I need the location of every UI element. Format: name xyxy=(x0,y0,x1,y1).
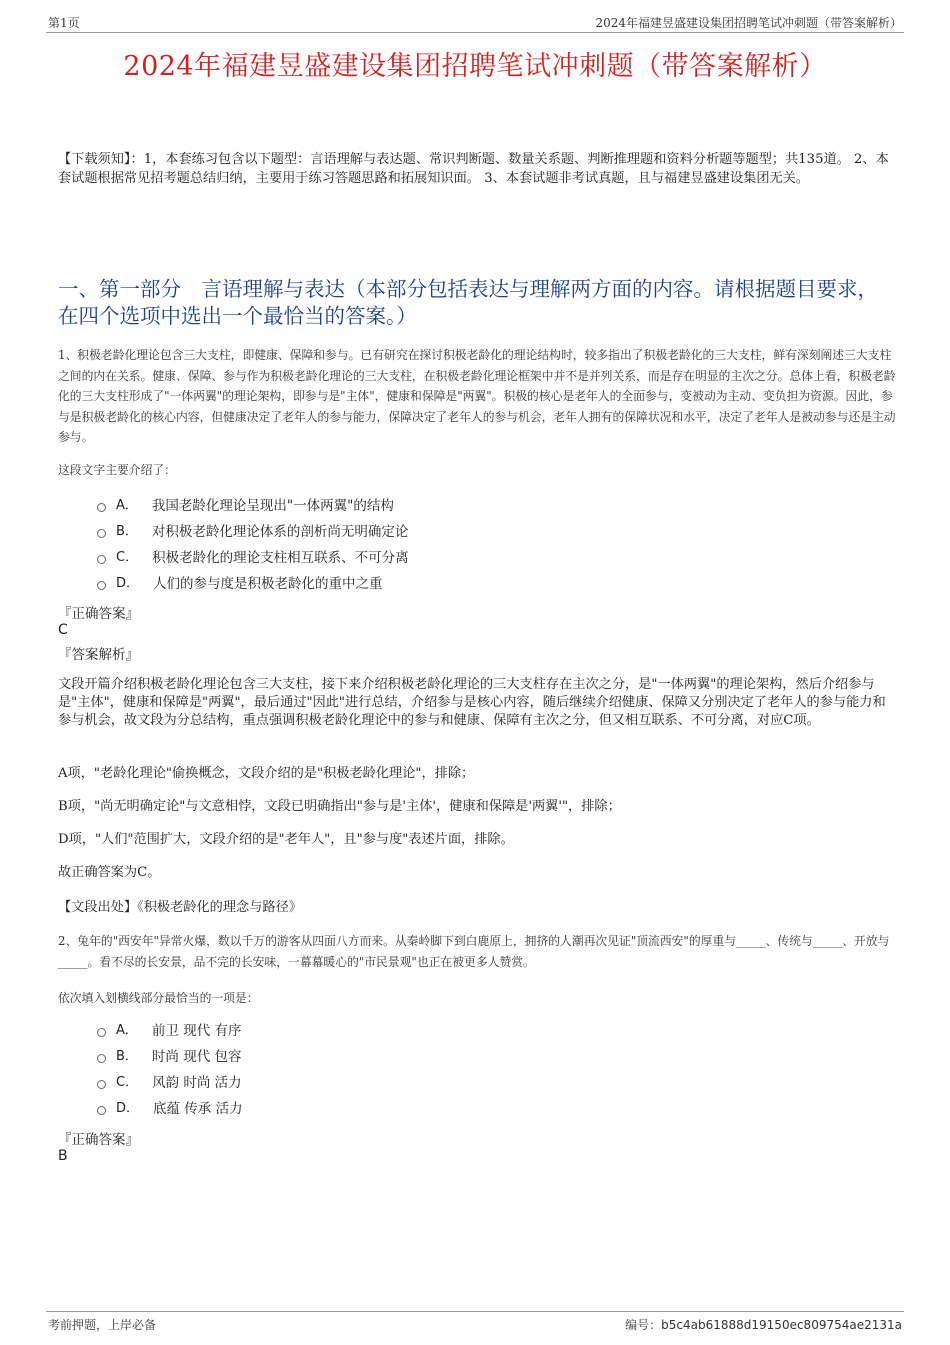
question-1-text: 1、积极老龄化理论包含三大支柱，即健康、保障和参与。已有研究在探讨积极老龄化的理论结构时，较多指出了积极老龄化的三大支柱，鲜有深刻阐述三大支柱之间的内在关系。健康、保障、参与作为积极老龄化理论的三大支柱，在积极老龄化理论框架中并不是并列关系，而是存在明显的主次之分。总体上看，积极老龄化的三大支柱形成了"一体两翼"的理论架构，即参与是"主体"，健康和保障是"两翼"。积极的核心是老年人的全面参与，变被动为主动、变负担为资源。因此，参与是积极老龄化的核心内容，但健康决定了老年人的参与能力，保障决定了老年人的参与机会，老年人拥有的保障状况和水平，决定了老年人是被动参与还是主动参与。 xyxy=(58,348,896,444)
option-letter: B． xyxy=(116,1049,138,1064)
question-2-text: 2、兔年的"西安年"异常火爆，数以千万的游客从四面八方而来。从秦岭脚下到白鹿原上，拥挤的人潮再次见证"顶流西安"的厚重与_____、传统与_____、开放与_____。看不尽的长安景，品不完的长安味，一幕幕暖心的"市民景观"也正在被更多人赞赏。 xyxy=(58,934,890,969)
radio-icon[interactable] xyxy=(97,1054,106,1063)
option-c[interactable] xyxy=(97,545,409,571)
footer-slogan: 考前押题，上岸必备 xyxy=(48,1318,157,1332)
correct-answer-label: 『正确答案』 xyxy=(58,1132,139,1148)
eliminate-d: D项，"人们"范围扩大，文段介绍的是"老年人"，且"参与度"表述片面，排除。 xyxy=(58,832,514,847)
option-text: 底蕴 传承 活力 xyxy=(153,1101,243,1117)
correct-answer: B xyxy=(58,1148,68,1164)
option-c[interactable] xyxy=(97,1070,243,1096)
eliminate-b: B项，"尚无明确定论"与文意相悖，文段已明确指出"参与是'主体'，健康和保障是'两翼'"，排除； xyxy=(58,799,621,814)
download-notice: 【下载须知】：1，本套练习包含以下题型：言语理解与表达题、常识判断题、数量关系题、判断推理题和资料分析题等题型；共135道。 2、本套试题根据常见招考题总结归纳，主要用于练习答题思路和拓展知识面。 3、本套试题非考试真题，且与福建昱盛建设集团无关。 xyxy=(58,152,889,186)
correct-answer: C xyxy=(58,622,68,638)
question-1-options xyxy=(97,493,409,597)
option-d[interactable] xyxy=(97,1096,243,1122)
option-letter: A． xyxy=(116,498,138,513)
option-a[interactable] xyxy=(97,1018,243,1044)
option-b[interactable] xyxy=(97,519,409,545)
document-id xyxy=(625,1316,902,1333)
option-d[interactable] xyxy=(97,571,409,597)
radio-icon[interactable] xyxy=(97,1080,106,1089)
document-title: 2024年福建昱盛建设集团招聘笔试冲刺题（带答案解析） xyxy=(123,51,827,82)
option-a[interactable] xyxy=(97,493,409,519)
radio-icon[interactable] xyxy=(97,529,106,538)
option-letter: C． xyxy=(116,1075,139,1090)
option-letter: C． xyxy=(116,550,139,565)
option-text: 时尚 现代 包容 xyxy=(151,1049,242,1065)
radio-icon[interactable] xyxy=(97,503,106,512)
option-letter: D． xyxy=(116,576,140,591)
eliminate-a: A项，"老龄化理论"偷换概念，文段介绍的是"积极老龄化理论"，排除； xyxy=(58,766,475,781)
page-footer xyxy=(46,1311,904,1334)
section-heading: 一、第一部分 言语理解与表达（本部分包括表达与理解两方面的内容。请根据题目要求，在四个选项中选出一个最恰当的答案。） xyxy=(58,277,878,328)
option-letter: B． xyxy=(116,524,138,539)
document-id-label: 编号： xyxy=(625,1318,662,1332)
source: 【文段出处】《积极老龄化的理念与路径》 xyxy=(58,900,302,915)
option-letter: D． xyxy=(116,1101,140,1116)
option-text: 我国老龄化理论呈现出"一体两翼"的结构 xyxy=(151,498,394,514)
document-id-value: b5c4ab61888d19150ec809754ae2131a xyxy=(661,1318,902,1332)
page-number: 第1页 xyxy=(48,16,80,30)
radio-icon[interactable] xyxy=(97,555,106,564)
option-text: 积极老龄化的理论支柱相互联系、不可分离 xyxy=(152,550,409,566)
page-header xyxy=(46,14,904,33)
question-1-prompt: 这段文字主要介绍了： xyxy=(58,463,176,477)
question-2-options xyxy=(97,1018,243,1122)
radio-icon[interactable] xyxy=(97,1106,106,1115)
option-b[interactable] xyxy=(97,1044,243,1070)
option-text: 风韵 时尚 活力 xyxy=(152,1075,242,1091)
question-2-prompt: 依次填入划横线部分最恰当的一项是： xyxy=(58,991,259,1005)
radio-icon[interactable] xyxy=(97,1028,106,1037)
analysis-label: 『答案解析』 xyxy=(58,647,139,663)
conclusion: 故正确答案为C。 xyxy=(58,865,161,880)
header-doc-title: 2024年福建昱盛建设集团招聘笔试冲刺题（带答案解析） xyxy=(595,16,902,30)
option-text: 前卫 现代 有序 xyxy=(151,1023,242,1039)
option-text: 人们的参与度是积极老龄化的重中之重 xyxy=(153,576,383,592)
option-text: 对积极老龄化理论体系的剖析尚无明确定论 xyxy=(151,524,409,540)
option-letter: A． xyxy=(116,1023,138,1038)
radio-icon[interactable] xyxy=(97,581,106,590)
analysis-text: 文段开篇介绍积极老龄化理论包含三大支柱，接下来介绍积极老龄化理论的三大支柱存在主次之分，是"一体两翼"的理论架构，然后介绍参与是"主体"，健康和保障是"两翼"，最后通过"因此"进行总结，介绍参与是核心内容，随后继续介绍健康、保障又分别决定了老年人的参与能力和参与机会，故文段为分总结构，重点强调积极老龄化理论中的参与和健康、保障有主次之分，但又相互联系、不可分离，对应C项。 xyxy=(58,677,886,728)
correct-answer-label: 『正确答案』 xyxy=(58,606,139,622)
